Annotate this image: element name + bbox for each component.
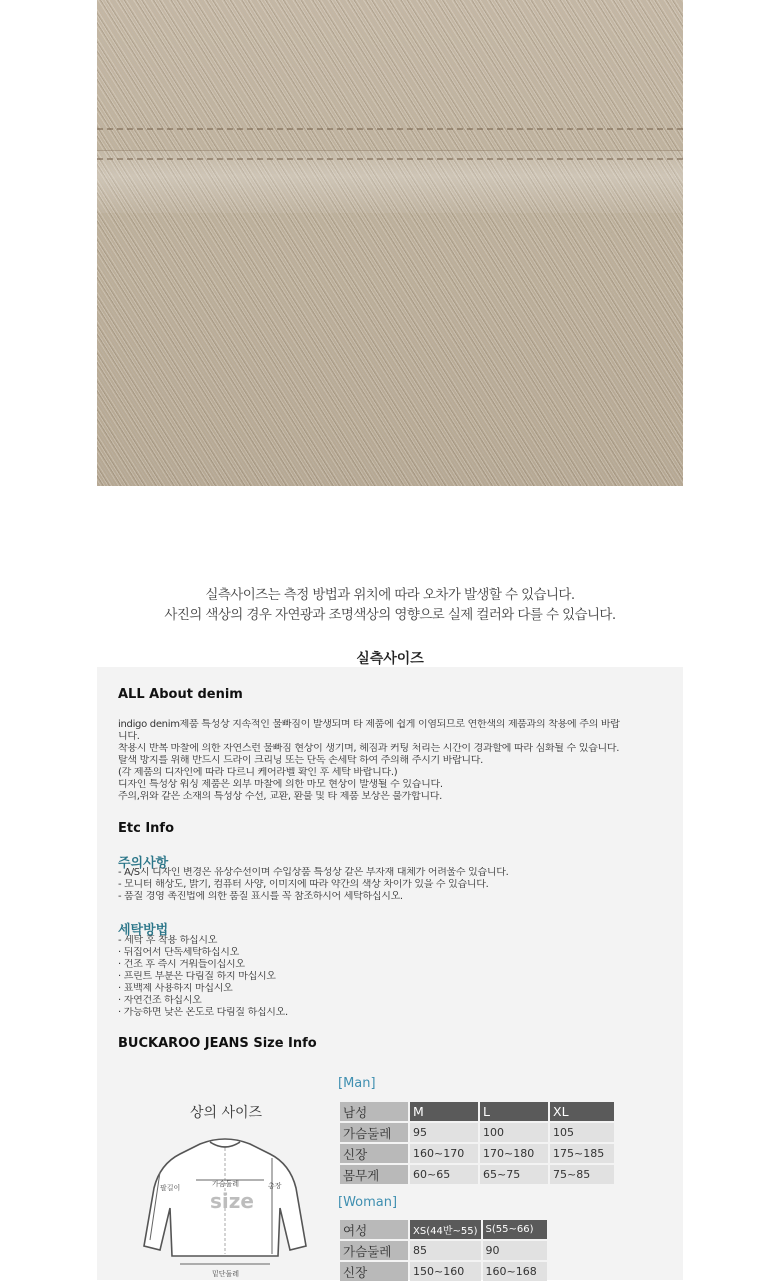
table-cell: 75~85 (550, 1165, 614, 1184)
wash-line: · 가능하면 낮은 온도로 다림질 하십시오. (118, 1007, 288, 1018)
about-line: 착용시 반복 마찰에 의한 자연스런 물빠짐 현상이 생기며, 헤짐과 커팅 처리는 시간이 경과할에 따라 심화될 수 있습니다. (118, 743, 620, 754)
table-row-label: 신장 (340, 1262, 408, 1281)
table-row (340, 1165, 614, 1184)
table-row-label: 가슴둘레 (340, 1241, 408, 1260)
table-header-cell: 여성 (340, 1220, 408, 1239)
caution-text (118, 867, 673, 903)
about-line: (각 제품의 디자인에 따라 다르니 케어라벨 확인 후 세탁 바랍니다.) (118, 767, 398, 778)
stitch-line-top (97, 128, 683, 130)
about-heading: ALL About denim (118, 687, 243, 702)
table-cell: 105 (550, 1123, 614, 1142)
man-size-table (338, 1100, 616, 1186)
wash-line: · 자연건조 하십시오 (118, 995, 202, 1006)
wash-line: · 표백제 사용하지 마십시오 (118, 983, 233, 994)
caution-line: - 품질 경영 촉진법에 의한 품질 표시를 꼭 참조하시어 세탁하십시오. (118, 891, 403, 902)
woman-tag: [Woman] (338, 1195, 398, 1210)
about-line: 디자인 특성상 워싱 제품은 외부 마찰에 의한 마모 현상이 발생될 수 있습니다. (118, 779, 443, 790)
wash-title: 세탁방법 (118, 923, 169, 938)
about-line: 니다. (118, 731, 140, 742)
notice-line-1: 실측사이즈는 측정 방법과 위치에 따라 오차가 발생할 수 있습니다. (205, 587, 575, 603)
table-row (340, 1241, 547, 1260)
notice-line-2: 사진의 색상의 경우 자연광과 조명색상의 영향으로 실제 컬러와 다를 수 있습니다. (164, 607, 616, 623)
caution-line: - 모니터 해상도, 밝기, 컴퓨터 사양, 이미지에 따라 약간의 색상 차이가 있을 수 있습니다. (118, 879, 489, 890)
total-length-label: 총장 (268, 1182, 282, 1190)
about-line: 주의,위와 같은 소재의 특성상 수선, 교환, 환불 및 타 제품 보상은 불가합니다. (118, 791, 442, 802)
wash-text (118, 935, 673, 1019)
table-cell: 60~65 (410, 1165, 478, 1184)
stitch-line-bottom (97, 158, 683, 160)
table-cell: 95 (410, 1123, 478, 1142)
wash-line: - 세탁 후 착용 하십시오 (118, 935, 218, 946)
size-info-heading: BUCKAROO JEANS Size Info (118, 1036, 317, 1051)
table-row (340, 1220, 547, 1239)
table-header-cell: S(55~66) (483, 1220, 547, 1239)
top-size-illustration (140, 1128, 310, 1280)
table-cell: 175~185 (550, 1144, 614, 1163)
table-cell: 90 (483, 1241, 547, 1260)
chest-label: 가슴둘레 (212, 1180, 240, 1188)
wash-line: · 건조 후 즉시 거워들이십시오 (118, 959, 245, 970)
wash-line: · 뒤집어서 단독세탁하십시오 (118, 947, 239, 958)
table-row (340, 1144, 614, 1163)
about-text (118, 719, 673, 803)
table-row-label: 신장 (340, 1144, 408, 1163)
about-line: indigo denim제품 특성상 지속적인 물빠짐이 발생되며 타 제품에 쉽게 이염되므로 연한색의 제품과의 착용에 주의 바랍 (118, 719, 620, 730)
sleeve-length-label: 팔길이 (160, 1184, 181, 1192)
table-header-cell: 남성 (340, 1102, 408, 1121)
table-cell: 170~180 (480, 1144, 548, 1163)
about-line: 탈색 방지를 위해 반드시 드라이 크리닝 또는 단독 손세탁 하여 주의해 주시기 바랍니다. (118, 755, 484, 766)
etc-heading: Etc Info (118, 821, 175, 836)
table-cell: 85 (410, 1241, 481, 1260)
table-row (340, 1123, 614, 1142)
man-tag: [Man] (338, 1076, 376, 1091)
table-cell: 150~160 (410, 1262, 481, 1281)
table-cell: 160~168 (483, 1262, 547, 1281)
hem-label: 밑단둘레 (212, 1270, 240, 1278)
table-cell: 100 (480, 1123, 548, 1142)
illustration-title: 상의 사이즈 (190, 1105, 263, 1121)
table-header-cell: XL (550, 1102, 614, 1121)
table-row (340, 1102, 614, 1121)
woman-size-table (338, 1218, 549, 1283)
table-header-cell: M (410, 1102, 478, 1121)
table-row-label: 몸무게 (340, 1165, 408, 1184)
caution-title: 주의사항 (118, 856, 169, 871)
table-header-cell: L (480, 1102, 548, 1121)
fabric-detail-photo (97, 0, 683, 486)
table-row (340, 1262, 547, 1281)
caution-line: - A/S시 디자인 변경은 유상수선이며 수입상품 특성상 같은 부자재 대체가 어려울수 있습니다. (118, 867, 509, 878)
illustration-size-text: size (210, 1189, 254, 1213)
table-cell: 160~170 (410, 1144, 478, 1163)
table-row-label: 가슴둘레 (340, 1123, 408, 1142)
table-cell: 65~75 (480, 1165, 548, 1184)
wash-line: · 프린트 부분은 다림질 하지 마십시오 (118, 971, 276, 982)
section-title: 실측사이즈 (356, 651, 424, 667)
table-header-cell: XS(44반~55) (410, 1220, 481, 1239)
